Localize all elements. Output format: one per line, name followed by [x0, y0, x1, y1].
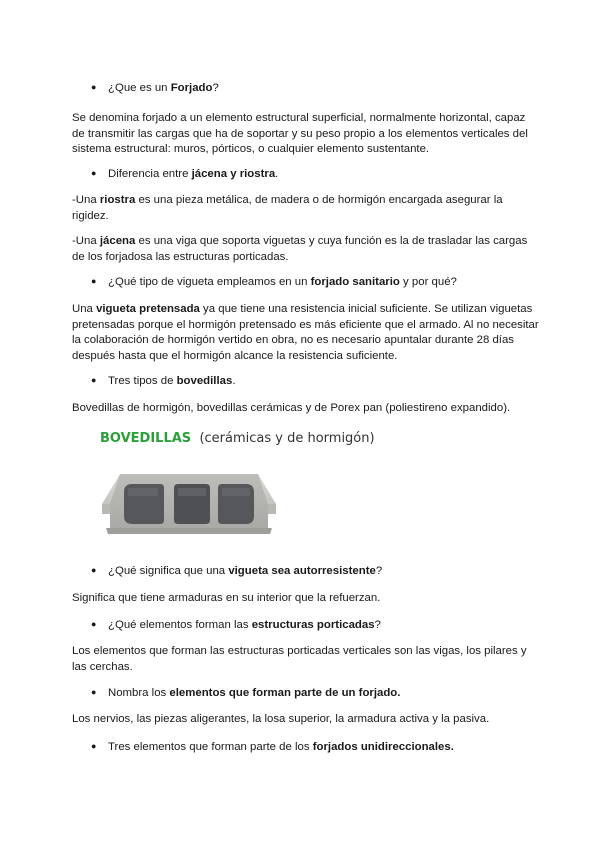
text-span: -Una — [72, 235, 100, 247]
answer-porticadas — [72, 644, 532, 675]
block-bottom-lip — [106, 528, 272, 534]
paragraph-line: Significa que tiene armaduras en su interior que la refuerzan. — [72, 592, 381, 604]
hole-shade — [178, 488, 206, 496]
paragraph-line: Los nervios, las piezas aligerantes, la losa superior, la armadura activa y la pasiva. — [72, 713, 490, 725]
text-span: Una — [72, 303, 97, 315]
question-forjado — [91, 80, 219, 97]
paragraph-line: Los elementos que forman las estructuras porticadas verticales son las vigas, los pilares y — [72, 645, 527, 657]
question-text: ¿Qué tipo de vigueta empleamos en un — [108, 276, 311, 288]
figure-title-rest: (cerámicas y de hormigón) — [199, 431, 375, 446]
figure-title-highlight: BOVEDILLAS — [100, 431, 192, 446]
bullet-dot: ● — [91, 168, 97, 178]
question-porticadas — [91, 617, 381, 634]
question-text-end: ? — [212, 82, 219, 94]
paragraph-line: después hasta que el hormigón alcance la resistencia suficiente. — [72, 349, 398, 362]
bullet-dot: ● — [91, 82, 97, 92]
question-text: ¿Qué significa que una — [108, 565, 229, 577]
question-text: Tres tipos de — [108, 375, 177, 387]
text-span: es una viga que soporta viguetas y cuya función es la de trasladar las cargas — [135, 235, 528, 247]
question-bold: Forjado — [170, 82, 213, 94]
answer-riostra — [72, 193, 532, 224]
bullet-dot: ● — [91, 276, 97, 286]
paragraph-line — [72, 302, 532, 318]
text-span: -Una — [72, 194, 100, 206]
question-text-end: y por qué? — [399, 276, 457, 288]
paragraph-line: de transmitir las cargas que ha de soportar y su peso propio a los elementos verticales del — [72, 127, 528, 140]
answer-vigueta-pretensada — [72, 302, 539, 364]
paragraph-line: sistema estructural: muros, pórticos, o cualquier elemento sustentante. — [72, 143, 430, 155]
paragraph-line — [72, 193, 532, 209]
question-text-end: ? — [375, 565, 383, 577]
bold-term: jácena — [99, 235, 136, 247]
question-bold: bovedillas — [176, 375, 233, 387]
bullet-dot: ● — [91, 619, 97, 629]
answer-bovedillas — [72, 401, 532, 417]
bullet-dot: ● — [91, 375, 97, 385]
paragraph-line: rigidez. — [72, 209, 109, 222]
question-text: Tres elementos que forman parte de los — [108, 741, 313, 753]
bold-term: riostra — [99, 194, 136, 206]
answer-jacena — [72, 234, 532, 265]
hole-shade — [222, 488, 250, 496]
bullet-dot: ● — [91, 741, 97, 751]
question-text: ¿Que es un — [108, 82, 171, 94]
text-span: es una pieza metálica, de madera o de hormigón encargada asegurar la — [135, 194, 503, 206]
question-text-end: . — [275, 168, 279, 180]
bovedilla-block-image — [98, 452, 283, 547]
paragraph-line: la colaboración de hormigón vertido en obra, no es necesario apuntalar durante 28 días — [72, 334, 514, 346]
question-bold: jácena y riostra — [191, 168, 276, 180]
question-text-end: . — [232, 375, 236, 387]
question-text: Nombra los — [108, 687, 170, 699]
question-elementos-forjado — [91, 685, 400, 702]
paragraph-line: Bovedillas de hormigón, bovedillas cerámicas y de Porex pan (poliestireno expandido). — [72, 402, 511, 414]
bullet-dot: ● — [91, 687, 97, 697]
paragraph-line — [72, 234, 532, 250]
question-bold: forjados unidireccionales. — [312, 741, 454, 753]
question-vigueta-sanitario — [91, 274, 457, 291]
paragraph-line: de los forjadosa las estructuras porticadas. — [72, 250, 289, 263]
question-unidireccionales — [91, 739, 454, 756]
question-text: ¿Qué elementos forman las — [108, 619, 252, 631]
question-bold: elementos que forman parte de un forjado. — [169, 687, 401, 699]
bold-term: vigueta pretensada — [96, 303, 200, 315]
question-bold: vigueta sea autorresistente — [228, 565, 376, 577]
figure-title — [100, 431, 375, 447]
bullet-dot: ● — [91, 565, 97, 575]
text-span: ya que tiene una resistencia inicial suficiente. Se utilizan viguetas — [199, 303, 533, 315]
question-jacena-riostra — [91, 166, 278, 183]
answer-forjado — [72, 111, 532, 158]
question-text-end: ? — [374, 619, 381, 631]
paragraph-line: las cerchas. — [72, 660, 133, 673]
question-text: Diferencia entre — [108, 168, 192, 180]
question-bold: estructuras porticadas — [251, 619, 375, 631]
question-bovedillas — [91, 373, 235, 390]
answer-elementos-forjado — [72, 712, 532, 728]
paragraph-line: Se denomina forjado a un elemento estructural superficial, normalmente horizontal, capaz — [72, 112, 526, 124]
paragraph-line: pretensadas porque el hormigón pretensado es más eficiente que el armado. Al no necesitar — [72, 318, 539, 331]
question-autorresistente — [91, 563, 382, 580]
hole-shade — [128, 488, 158, 496]
question-bold: forjado sanitario — [310, 276, 400, 288]
answer-autorresistente — [72, 591, 532, 607]
